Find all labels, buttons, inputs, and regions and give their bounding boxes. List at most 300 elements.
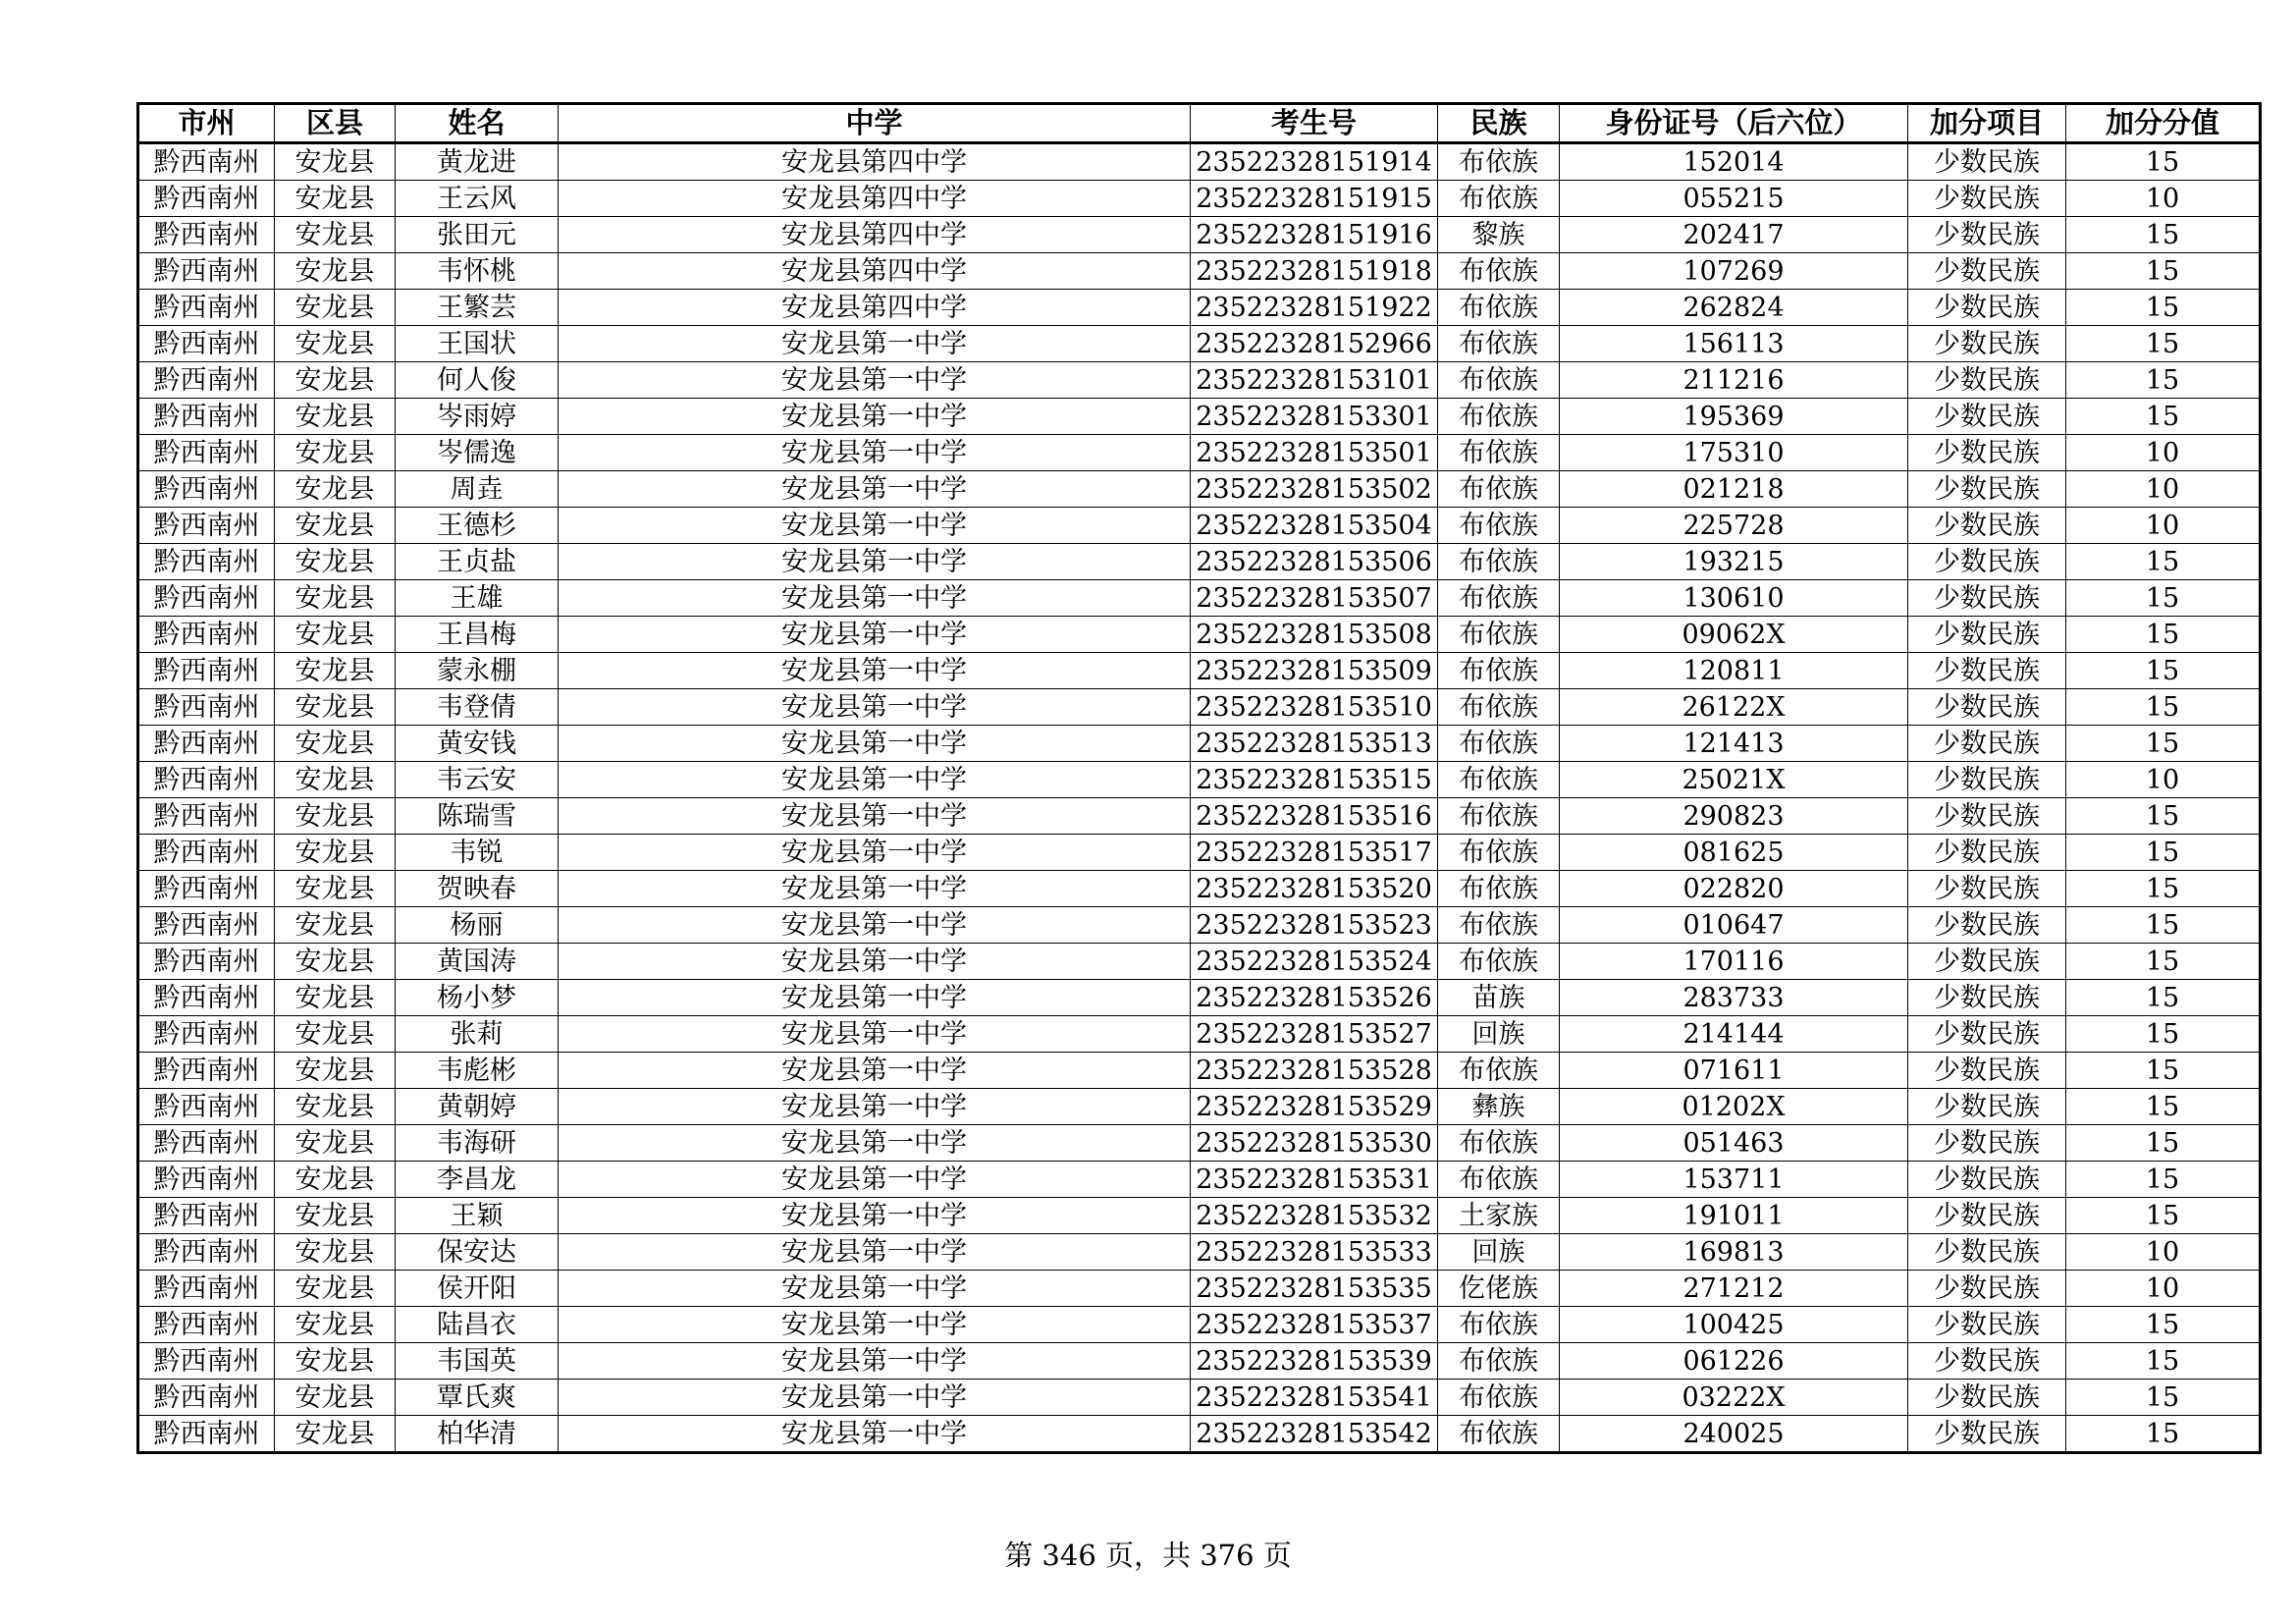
- id-suffix-cell: 211216: [1560, 362, 1908, 399]
- county-cell: 安龙县: [275, 181, 396, 217]
- ethnicity-cell: 布依族: [1438, 1343, 1560, 1380]
- exam-number-cell: 23522328153535: [1191, 1271, 1438, 1307]
- ethnicity-cell: 布依族: [1438, 326, 1560, 362]
- bonus-value-cell: 15: [2066, 1198, 2261, 1234]
- bonus-item-cell: 少数民族: [1908, 1234, 2066, 1271]
- city-cell: 黔西南州: [138, 290, 275, 326]
- id-suffix-cell: 175310: [1560, 435, 1908, 471]
- ethnicity-cell: 布依族: [1438, 471, 1560, 508]
- table-row: [138, 871, 2261, 907]
- exam-number-cell: 23522328153515: [1191, 762, 1438, 798]
- id-suffix-cell: 130610: [1560, 580, 1908, 617]
- bonus-value-cell: 15: [2066, 217, 2261, 253]
- county-cell: 安龙县: [275, 1307, 396, 1343]
- bonus-value-cell: 15: [2066, 326, 2261, 362]
- id-suffix-cell: 283733: [1560, 980, 1908, 1016]
- bonus-item-cell: 少数民族: [1908, 1380, 2066, 1416]
- school-cell: 安龙县第四中学: [559, 290, 1191, 326]
- table-row: [138, 580, 2261, 617]
- table-row: [138, 1307, 2261, 1343]
- city-cell: 黔西南州: [138, 871, 275, 907]
- id-suffix-cell: 051463: [1560, 1125, 1908, 1162]
- county-cell: 安龙县: [275, 726, 396, 762]
- table-row: [138, 1380, 2261, 1416]
- id-suffix-cell: 271212: [1560, 1271, 1908, 1307]
- county-cell: 安龙县: [275, 508, 396, 544]
- bonus-item-cell: 少数民族: [1908, 435, 2066, 471]
- exam-number-cell: 23522328151914: [1191, 143, 1438, 181]
- id-suffix-cell: 100425: [1560, 1307, 1908, 1343]
- county-cell: 安龙县: [275, 762, 396, 798]
- table-row: [138, 1198, 2261, 1234]
- bonus-value-cell: 10: [2066, 435, 2261, 471]
- name-cell: 杨丽: [396, 907, 559, 944]
- id-suffix-cell: 120811: [1560, 653, 1908, 689]
- school-cell: 安龙县第四中学: [559, 143, 1191, 181]
- city-cell: 黔西南州: [138, 726, 275, 762]
- table-row: [138, 290, 2261, 326]
- id-suffix-cell: 225728: [1560, 508, 1908, 544]
- county-cell: 安龙县: [275, 544, 396, 580]
- city-cell: 黔西南州: [138, 435, 275, 471]
- table-row: [138, 362, 2261, 399]
- ethnicity-cell: 布依族: [1438, 1380, 1560, 1416]
- county-cell: 安龙县: [275, 290, 396, 326]
- id-suffix-cell: 09062X: [1560, 617, 1908, 653]
- bonus-value-cell: 15: [2066, 399, 2261, 435]
- ethnicity-cell: 回族: [1438, 1234, 1560, 1271]
- county-cell: 安龙县: [275, 944, 396, 980]
- school-cell: 安龙县第一中学: [559, 435, 1191, 471]
- ethnicity-cell: 布依族: [1438, 1416, 1560, 1453]
- city-cell: 黔西南州: [138, 181, 275, 217]
- exam-number-cell: 23522328153541: [1191, 1380, 1438, 1416]
- bonus-item-cell: 少数民族: [1908, 689, 2066, 726]
- table-row: [138, 907, 2261, 944]
- city-cell: 黔西南州: [138, 980, 275, 1016]
- school-cell: 安龙县第四中学: [559, 217, 1191, 253]
- city-cell: 黔西南州: [138, 508, 275, 544]
- header-row: [138, 104, 2261, 143]
- school-cell: 安龙县第一中学: [559, 1162, 1191, 1198]
- county-cell: 安龙县: [275, 1125, 396, 1162]
- exam-number-cell: 23522328151915: [1191, 181, 1438, 217]
- exam-number-cell: 23522328153301: [1191, 399, 1438, 435]
- ethnicity-cell: 土家族: [1438, 1198, 1560, 1234]
- bonus-value-cell: 15: [2066, 1162, 2261, 1198]
- table-header: [138, 104, 2261, 143]
- table-row: [138, 689, 2261, 726]
- county-cell: 安龙县: [275, 399, 396, 435]
- bonus-value-cell: 15: [2066, 726, 2261, 762]
- city-cell: 黔西南州: [138, 1271, 275, 1307]
- city-cell: 黔西南州: [138, 1089, 275, 1125]
- school-cell: 安龙县第一中学: [559, 580, 1191, 617]
- ethnicity-cell: 布依族: [1438, 835, 1560, 871]
- id-suffix-cell: 081625: [1560, 835, 1908, 871]
- name-cell: 黄国涛: [396, 944, 559, 980]
- city-cell: 黔西南州: [138, 471, 275, 508]
- id-suffix-cell: 193215: [1560, 544, 1908, 580]
- id-suffix-cell: 25021X: [1560, 762, 1908, 798]
- city-cell: 黔西南州: [138, 1416, 275, 1453]
- exam-number-cell: 23522328153532: [1191, 1198, 1438, 1234]
- bonus-item-cell: 少数民族: [1908, 871, 2066, 907]
- bonus-item-cell: 少数民族: [1908, 1307, 2066, 1343]
- county-cell: 安龙县: [275, 1234, 396, 1271]
- exam-number-cell: 23522328153502: [1191, 471, 1438, 508]
- exam-number-cell: 23522328153537: [1191, 1307, 1438, 1343]
- city-cell: 黔西南州: [138, 1016, 275, 1053]
- ethnicity-cell: 黎族: [1438, 217, 1560, 253]
- exam-number-cell: 23522328152966: [1191, 326, 1438, 362]
- school-cell: 安龙县第一中学: [559, 907, 1191, 944]
- city-cell: 黔西南州: [138, 1343, 275, 1380]
- bonus-points-table: [136, 102, 2262, 1454]
- id-suffix-cell: 152014: [1560, 143, 1908, 181]
- table-row: [138, 181, 2261, 217]
- exam-number-cell: 23522328153520: [1191, 871, 1438, 907]
- id-suffix-cell: 26122X: [1560, 689, 1908, 726]
- bonus-item-cell: 少数民族: [1908, 290, 2066, 326]
- city-cell: 黔西南州: [138, 835, 275, 871]
- id-suffix-cell: 071611: [1560, 1053, 1908, 1089]
- bonus-item-cell: 少数民族: [1908, 653, 2066, 689]
- column-header-city: 市州: [138, 104, 275, 143]
- school-cell: 安龙县第一中学: [559, 726, 1191, 762]
- bonus-item-cell: 少数民族: [1908, 1416, 2066, 1453]
- county-cell: 安龙县: [275, 580, 396, 617]
- id-suffix-cell: 262824: [1560, 290, 1908, 326]
- exam-number-cell: 23522328151922: [1191, 290, 1438, 326]
- county-cell: 安龙县: [275, 1380, 396, 1416]
- table-row: [138, 762, 2261, 798]
- table-row: [138, 326, 2261, 362]
- school-cell: 安龙县第一中学: [559, 980, 1191, 1016]
- exam-number-cell: 23522328153528: [1191, 1053, 1438, 1089]
- bonus-item-cell: 少数民族: [1908, 726, 2066, 762]
- exam-number-cell: 23522328153508: [1191, 617, 1438, 653]
- ethnicity-cell: 布依族: [1438, 907, 1560, 944]
- exam-number-cell: 23522328153506: [1191, 544, 1438, 580]
- county-cell: 安龙县: [275, 798, 396, 835]
- ethnicity-cell: 布依族: [1438, 653, 1560, 689]
- bonus-value-cell: 10: [2066, 471, 2261, 508]
- city-cell: 黔西南州: [138, 326, 275, 362]
- id-suffix-cell: 170116: [1560, 944, 1908, 980]
- name-cell: 陈瑞雪: [396, 798, 559, 835]
- column-header-id-suffix: 身份证号（后六位）: [1560, 104, 1908, 143]
- exam-number-cell: 23522328153510: [1191, 689, 1438, 726]
- bonus-item-cell: 少数民族: [1908, 544, 2066, 580]
- table-row: [138, 508, 2261, 544]
- exam-number-cell: 23522328153530: [1191, 1125, 1438, 1162]
- table-row: [138, 617, 2261, 653]
- name-cell: 王国状: [396, 326, 559, 362]
- city-cell: 黔西南州: [138, 762, 275, 798]
- ethnicity-cell: 布依族: [1438, 253, 1560, 290]
- county-cell: 安龙县: [275, 907, 396, 944]
- exam-number-cell: 23522328153527: [1191, 1016, 1438, 1053]
- ethnicity-cell: 布依族: [1438, 181, 1560, 217]
- bonus-value-cell: 10: [2066, 762, 2261, 798]
- name-cell: 陆昌衣: [396, 1307, 559, 1343]
- bonus-value-cell: 15: [2066, 1125, 2261, 1162]
- bonus-value-cell: 15: [2066, 290, 2261, 326]
- table-row: [138, 1271, 2261, 1307]
- table-row: [138, 1162, 2261, 1198]
- id-suffix-cell: 156113: [1560, 326, 1908, 362]
- name-cell: 黄龙进: [396, 143, 559, 181]
- school-cell: 安龙县第一中学: [559, 1125, 1191, 1162]
- bonus-value-cell: 10: [2066, 1271, 2261, 1307]
- bonus-item-cell: 少数民族: [1908, 1089, 2066, 1125]
- name-cell: 张莉: [396, 1016, 559, 1053]
- bonus-value-cell: 15: [2066, 1416, 2261, 1453]
- table-row: [138, 835, 2261, 871]
- table-row: [138, 1234, 2261, 1271]
- table-row: [138, 217, 2261, 253]
- city-cell: 黔西南州: [138, 617, 275, 653]
- city-cell: 黔西南州: [138, 143, 275, 181]
- school-cell: 安龙县第一中学: [559, 617, 1191, 653]
- city-cell: 黔西南州: [138, 1162, 275, 1198]
- bonus-value-cell: 15: [2066, 1343, 2261, 1380]
- name-cell: 韦锐: [396, 835, 559, 871]
- county-cell: 安龙县: [275, 326, 396, 362]
- ethnicity-cell: 布依族: [1438, 944, 1560, 980]
- school-cell: 安龙县第一中学: [559, 326, 1191, 362]
- ethnicity-cell: 彝族: [1438, 1089, 1560, 1125]
- county-cell: 安龙县: [275, 980, 396, 1016]
- id-suffix-cell: 03222X: [1560, 1380, 1908, 1416]
- bonus-value-cell: 15: [2066, 1307, 2261, 1343]
- bonus-item-cell: 少数民族: [1908, 253, 2066, 290]
- bonus-value-cell: 15: [2066, 580, 2261, 617]
- bonus-item-cell: 少数民族: [1908, 399, 2066, 435]
- city-cell: 黔西南州: [138, 798, 275, 835]
- bonus-item-cell: 少数民族: [1908, 907, 2066, 944]
- page-number-text: 第 346 页，共 376 页: [1004, 1539, 1292, 1572]
- id-suffix-cell: 055215: [1560, 181, 1908, 217]
- table-row: [138, 435, 2261, 471]
- school-cell: 安龙县第一中学: [559, 1343, 1191, 1380]
- bonus-value-cell: 10: [2066, 1234, 2261, 1271]
- table-row: [138, 544, 2261, 580]
- table-row: [138, 726, 2261, 762]
- bonus-value-cell: 15: [2066, 617, 2261, 653]
- city-cell: 黔西南州: [138, 253, 275, 290]
- name-cell: 韦怀桃: [396, 253, 559, 290]
- exam-number-cell: 23522328153539: [1191, 1343, 1438, 1380]
- bonus-item-cell: 少数民族: [1908, 1016, 2066, 1053]
- table-row: [138, 1053, 2261, 1089]
- table-row: [138, 1089, 2261, 1125]
- bonus-value-cell: 15: [2066, 835, 2261, 871]
- exam-number-cell: 23522328153504: [1191, 508, 1438, 544]
- id-suffix-cell: 214144: [1560, 1016, 1908, 1053]
- exam-number-cell: 23522328151918: [1191, 253, 1438, 290]
- bonus-item-cell: 少数民族: [1908, 217, 2066, 253]
- bonus-value-cell: 15: [2066, 907, 2261, 944]
- city-cell: 黔西南州: [138, 1198, 275, 1234]
- id-suffix-cell: 202417: [1560, 217, 1908, 253]
- city-cell: 黔西南州: [138, 907, 275, 944]
- ethnicity-cell: 布依族: [1438, 580, 1560, 617]
- name-cell: 王贞盐: [396, 544, 559, 580]
- name-cell: 柏华清: [396, 1416, 559, 1453]
- id-suffix-cell: 022820: [1560, 871, 1908, 907]
- city-cell: 黔西南州: [138, 544, 275, 580]
- name-cell: 韦云安: [396, 762, 559, 798]
- name-cell: 岑儒逸: [396, 435, 559, 471]
- county-cell: 安龙县: [275, 835, 396, 871]
- school-cell: 安龙县第一中学: [559, 471, 1191, 508]
- school-cell: 安龙县第四中学: [559, 181, 1191, 217]
- bonus-value-cell: 15: [2066, 689, 2261, 726]
- bonus-value-cell: 15: [2066, 1053, 2261, 1089]
- name-cell: 王云风: [396, 181, 559, 217]
- bonus-item-cell: 少数民族: [1908, 1271, 2066, 1307]
- bonus-item-cell: 少数民族: [1908, 471, 2066, 508]
- id-suffix-cell: 01202X: [1560, 1089, 1908, 1125]
- county-cell: 安龙县: [275, 871, 396, 907]
- name-cell: 王昌梅: [396, 617, 559, 653]
- exam-number-cell: 23522328153516: [1191, 798, 1438, 835]
- county-cell: 安龙县: [275, 362, 396, 399]
- bonus-item-cell: 少数民族: [1908, 980, 2066, 1016]
- bonus-item-cell: 少数民族: [1908, 835, 2066, 871]
- school-cell: 安龙县第一中学: [559, 1198, 1191, 1234]
- name-cell: 杨小梦: [396, 980, 559, 1016]
- bonus-item-cell: 少数民族: [1908, 944, 2066, 980]
- county-cell: 安龙县: [275, 253, 396, 290]
- school-cell: 安龙县第一中学: [559, 1307, 1191, 1343]
- school-cell: 安龙县第一中学: [559, 1016, 1191, 1053]
- exam-number-cell: 23522328153507: [1191, 580, 1438, 617]
- name-cell: 黄安钱: [396, 726, 559, 762]
- name-cell: 周垚: [396, 471, 559, 508]
- name-cell: 覃氏爽: [396, 1380, 559, 1416]
- county-cell: 安龙县: [275, 689, 396, 726]
- city-cell: 黔西南州: [138, 1125, 275, 1162]
- ethnicity-cell: 布依族: [1438, 689, 1560, 726]
- city-cell: 黔西南州: [138, 399, 275, 435]
- name-cell: 韦彪彬: [396, 1053, 559, 1089]
- id-suffix-cell: 121413: [1560, 726, 1908, 762]
- exam-number-cell: 23522328153509: [1191, 653, 1438, 689]
- county-cell: 安龙县: [275, 1271, 396, 1307]
- bonus-value-cell: 15: [2066, 871, 2261, 907]
- school-cell: 安龙县第一中学: [559, 835, 1191, 871]
- school-cell: 安龙县第一中学: [559, 944, 1191, 980]
- name-cell: 张田元: [396, 217, 559, 253]
- table-body: [138, 143, 2261, 1453]
- bonus-value-cell: 10: [2066, 181, 2261, 217]
- name-cell: 蒙永棚: [396, 653, 559, 689]
- school-cell: 安龙县第四中学: [559, 253, 1191, 290]
- table-row: [138, 1343, 2261, 1380]
- city-cell: 黔西南州: [138, 1234, 275, 1271]
- exam-number-cell: 23522328153529: [1191, 1089, 1438, 1125]
- column-header-exam-number: 考生号: [1191, 104, 1438, 143]
- exam-number-cell: 23522328153531: [1191, 1162, 1438, 1198]
- city-cell: 黔西南州: [138, 1053, 275, 1089]
- id-suffix-cell: 021218: [1560, 471, 1908, 508]
- name-cell: 何人俊: [396, 362, 559, 399]
- city-cell: 黔西南州: [138, 944, 275, 980]
- name-cell: 侯开阳: [396, 1271, 559, 1307]
- ethnicity-cell: 布依族: [1438, 143, 1560, 181]
- ethnicity-cell: 回族: [1438, 1016, 1560, 1053]
- exam-number-cell: 23522328153517: [1191, 835, 1438, 871]
- bonus-item-cell: 少数民族: [1908, 1162, 2066, 1198]
- city-cell: 黔西南州: [138, 362, 275, 399]
- bonus-value-cell: 15: [2066, 362, 2261, 399]
- bonus-item-cell: 少数民族: [1908, 1198, 2066, 1234]
- school-cell: 安龙县第一中学: [559, 1234, 1191, 1271]
- county-cell: 安龙县: [275, 435, 396, 471]
- id-suffix-cell: 191011: [1560, 1198, 1908, 1234]
- bonus-value-cell: 15: [2066, 544, 2261, 580]
- bonus-item-cell: 少数民族: [1908, 181, 2066, 217]
- exam-number-cell: 23522328153101: [1191, 362, 1438, 399]
- school-cell: 安龙县第一中学: [559, 689, 1191, 726]
- school-cell: 安龙县第一中学: [559, 871, 1191, 907]
- county-cell: 安龙县: [275, 1016, 396, 1053]
- bonus-value-cell: 15: [2066, 944, 2261, 980]
- bonus-item-cell: 少数民族: [1908, 617, 2066, 653]
- ethnicity-cell: 布依族: [1438, 1125, 1560, 1162]
- ethnicity-cell: 布依族: [1438, 544, 1560, 580]
- bonus-item-cell: 少数民族: [1908, 326, 2066, 362]
- school-cell: 安龙县第一中学: [559, 762, 1191, 798]
- bonus-item-cell: 少数民族: [1908, 580, 2066, 617]
- id-suffix-cell: 240025: [1560, 1416, 1908, 1453]
- page-footer: [0, 1534, 2296, 1574]
- table-row: [138, 944, 2261, 980]
- column-header-ethnicity: 民族: [1438, 104, 1560, 143]
- table-row: [138, 253, 2261, 290]
- ethnicity-cell: 苗族: [1438, 980, 1560, 1016]
- county-cell: 安龙县: [275, 1053, 396, 1089]
- county-cell: 安龙县: [275, 1198, 396, 1234]
- city-cell: 黔西南州: [138, 580, 275, 617]
- city-cell: 黔西南州: [138, 1307, 275, 1343]
- bonus-value-cell: 10: [2066, 508, 2261, 544]
- id-suffix-cell: 195369: [1560, 399, 1908, 435]
- bonus-value-cell: 15: [2066, 980, 2261, 1016]
- column-header-bonus-item: 加分项目: [1908, 104, 2066, 143]
- city-cell: 黔西南州: [138, 689, 275, 726]
- name-cell: 韦登倩: [396, 689, 559, 726]
- name-cell: 韦海研: [396, 1125, 559, 1162]
- table-row: [138, 653, 2261, 689]
- school-cell: 安龙县第一中学: [559, 1380, 1191, 1416]
- column-header-bonus-value: 加分分值: [2066, 104, 2261, 143]
- name-cell: 贺映春: [396, 871, 559, 907]
- city-cell: 黔西南州: [138, 1380, 275, 1416]
- bonus-item-cell: 少数民族: [1908, 362, 2066, 399]
- county-cell: 安龙县: [275, 217, 396, 253]
- school-cell: 安龙县第一中学: [559, 1271, 1191, 1307]
- exam-number-cell: 23522328153523: [1191, 907, 1438, 944]
- county-cell: 安龙县: [275, 617, 396, 653]
- exam-number-cell: 23522328153526: [1191, 980, 1438, 1016]
- name-cell: 王繁芸: [396, 290, 559, 326]
- county-cell: 安龙县: [275, 1089, 396, 1125]
- id-suffix-cell: 290823: [1560, 798, 1908, 835]
